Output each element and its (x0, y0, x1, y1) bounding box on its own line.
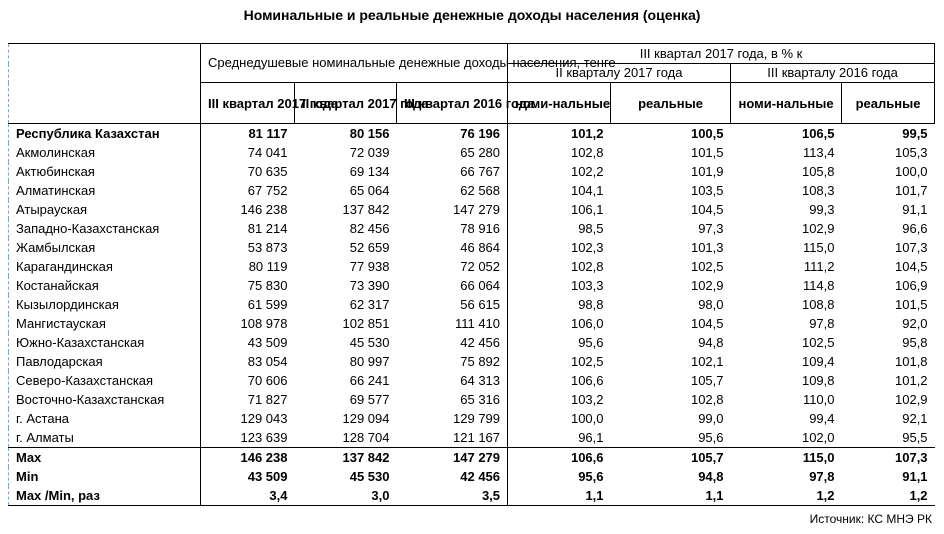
value-cell: 101,5 (895, 297, 928, 312)
region-name: Акмолинская (9, 143, 201, 162)
value-cell: 101,5 (690, 145, 724, 160)
value-cell: 99,5 (842, 124, 935, 144)
value-cell: 147 279 (397, 200, 508, 219)
region-name: Мангистауская (9, 314, 201, 333)
value-cell: 104,1 (570, 183, 604, 198)
value-cell: 102,8 (570, 145, 604, 160)
table-row (9, 238, 935, 257)
value-cell: 97,3 (698, 221, 724, 236)
value-cell: 69 134 (349, 164, 390, 179)
value-cell: 99,3 (809, 202, 835, 217)
header-group-percent: III квартал 2017 года, в % к (508, 44, 935, 64)
header-group-nominal: Среднедушевые номинальные денежные доходы населения, тенге (201, 44, 508, 83)
table-row (9, 181, 935, 200)
value-cell: 113,4 (802, 145, 835, 160)
region-name: г. Астана (9, 409, 201, 428)
value-cell: 75 892 (397, 352, 508, 371)
region-name: Max (9, 448, 201, 468)
value-cell: 106,5 (731, 124, 842, 144)
table-row (9, 352, 935, 371)
region-name: Республика Казахстан (9, 124, 201, 144)
value-cell: 146 238 (201, 448, 295, 468)
value-cell: 80 156 (295, 124, 397, 144)
table-title: Номинальные и реальные денежные доходы населения (оценка) (243, 7, 701, 23)
value-cell: 95,6 (578, 469, 604, 484)
value-cell: 43 509 (247, 335, 288, 350)
table-header (9, 44, 935, 124)
value-cell: 1,2 (842, 486, 935, 506)
table-row (9, 390, 935, 409)
value-cell: 108,8 (801, 297, 835, 312)
value-cell: 106,6 (570, 373, 604, 388)
value-cell: 102 851 (342, 316, 390, 331)
value-cell: 75 830 (247, 278, 288, 293)
value-cell: 105,7 (690, 373, 724, 388)
value-cell: 100,0 (895, 164, 928, 179)
value-cell: 100,0 (570, 411, 604, 426)
region-name: Жамбылская (9, 238, 201, 257)
table-row (9, 162, 935, 181)
value-cell: 52 659 (349, 240, 390, 255)
value-cell: 114,8 (802, 278, 835, 293)
value-cell: 81 117 (201, 124, 295, 144)
value-cell: 64 313 (397, 371, 508, 390)
value-cell: 105,7 (611, 448, 731, 468)
value-cell: 99,4 (809, 411, 835, 426)
value-cell: 80 997 (349, 354, 390, 369)
table-row (9, 124, 935, 144)
value-cell: 102,1 (690, 354, 724, 369)
value-cell: 102,9 (895, 392, 928, 407)
col-header-nominal-2: номи-нальные (731, 83, 842, 124)
value-cell: 101,2 (895, 373, 928, 388)
value-cell: 115,0 (802, 240, 835, 255)
value-cell: 115,0 (731, 448, 842, 468)
value-cell: 106,6 (508, 448, 611, 468)
value-cell: 102,9 (690, 278, 724, 293)
value-cell: 71 827 (247, 392, 288, 407)
value-cell: 91,1 (902, 202, 928, 217)
value-cell: 65 064 (349, 183, 390, 198)
value-cell: 102,8 (690, 392, 724, 407)
col-header-q2-2017: II квартал 2017 года (295, 83, 397, 124)
table-row (9, 409, 935, 428)
value-cell: 43 509 (247, 469, 288, 484)
value-cell: 53 873 (247, 240, 288, 255)
value-cell: 106,9 (895, 278, 928, 293)
table-row (9, 467, 935, 486)
value-cell: 102,9 (801, 221, 835, 236)
value-cell: 96,1 (578, 430, 604, 445)
value-cell: 110,0 (802, 392, 835, 407)
table-row (9, 371, 935, 390)
value-cell: 108,3 (801, 183, 835, 198)
value-cell: 137 842 (342, 202, 390, 217)
value-cell: 102,3 (570, 240, 604, 255)
value-cell: 129 043 (240, 411, 288, 426)
value-cell: 101,2 (508, 124, 611, 144)
value-cell: 95,8 (902, 335, 928, 350)
table-body (9, 124, 935, 506)
region-name: Актюбинская (9, 162, 201, 181)
value-cell: 62 317 (349, 297, 390, 312)
value-cell: 70 606 (247, 373, 288, 388)
value-cell: 1,2 (731, 486, 842, 506)
value-cell: 72 052 (397, 257, 508, 276)
table-row (9, 333, 935, 352)
value-cell: 1,1 (508, 486, 611, 506)
value-cell: 111 410 (397, 314, 508, 333)
value-cell: 3,5 (397, 486, 508, 506)
region-name: Западно-Казахстанская (9, 219, 201, 238)
value-cell: 77 938 (349, 259, 390, 274)
value-cell: 101,8 (895, 354, 928, 369)
value-cell: 109,8 (801, 373, 835, 388)
value-cell: 94,8 (698, 335, 724, 350)
region-name: Алматинская (9, 181, 201, 200)
table-row (9, 448, 935, 468)
col-header-real-2: реальные (842, 83, 935, 124)
value-cell: 3,0 (295, 486, 397, 506)
region-name: Павлодарская (9, 352, 201, 371)
value-cell: 100,5 (611, 124, 731, 144)
value-cell: 109,4 (801, 354, 835, 369)
value-cell: 42 456 (397, 467, 508, 486)
value-cell: 129 799 (397, 409, 508, 428)
value-cell: 123 639 (240, 430, 288, 445)
value-cell: 95,5 (902, 430, 928, 445)
value-cell: 107,3 (842, 448, 935, 468)
value-cell: 92,0 (902, 316, 928, 331)
value-cell: 146 238 (240, 202, 288, 217)
value-cell: 92,1 (902, 411, 928, 426)
value-cell: 98,0 (698, 297, 724, 312)
col-header-real-1: реальные (611, 83, 731, 124)
value-cell: 45 530 (349, 469, 390, 484)
region-name: Северо-Казахстанская (9, 371, 201, 390)
region-name: Костанайская (9, 276, 201, 295)
value-cell: 106,1 (570, 202, 604, 217)
value-cell: 97,8 (809, 469, 835, 484)
value-cell: 65 280 (397, 143, 508, 162)
source-note: Источник: КС МНЭ РК (809, 512, 932, 526)
value-cell: 111,2 (803, 259, 835, 274)
value-cell: 104,5 (690, 316, 724, 331)
value-cell: 91,1 (902, 469, 928, 484)
region-name: Южно-Казахстанская (9, 333, 201, 352)
value-cell: 76 196 (397, 124, 508, 144)
col-header-q3-2016: III квартал 2016 года (397, 83, 508, 124)
value-cell: 82 456 (349, 221, 390, 236)
value-cell: 46 864 (397, 238, 508, 257)
value-cell: 101,7 (895, 183, 928, 198)
value-cell: 103,3 (570, 278, 604, 293)
region-name: Max /Min, раз (9, 486, 201, 506)
value-cell: 103,2 (570, 392, 604, 407)
value-cell: 83 054 (247, 354, 288, 369)
region-name: г. Алматы (9, 428, 201, 448)
header-sub-q3-2016: III кварталу 2016 года (731, 64, 935, 83)
value-cell: 74 041 (247, 145, 288, 160)
col-header-nominal-1: номи-нальные (508, 83, 611, 124)
value-cell: 96,6 (902, 221, 928, 236)
region-name: Карагандинская (9, 257, 201, 276)
value-cell: 105,8 (801, 164, 835, 179)
value-cell: 81 214 (247, 221, 288, 236)
value-cell: 66 767 (397, 162, 508, 181)
value-cell: 102,5 (690, 259, 724, 274)
table-row (9, 295, 935, 314)
value-cell: 69 577 (349, 392, 390, 407)
value-cell: 104,5 (895, 259, 928, 274)
value-cell: 56 615 (397, 295, 508, 314)
table-row (9, 200, 935, 219)
value-cell: 107,3 (895, 240, 928, 255)
value-cell: 42 456 (397, 333, 508, 352)
value-cell: 147 279 (397, 448, 508, 468)
value-cell: 78 916 (397, 219, 508, 238)
value-cell: 103,5 (690, 183, 724, 198)
value-cell: 105,3 (895, 145, 928, 160)
value-cell: 101,9 (690, 164, 724, 179)
value-cell: 65 316 (397, 390, 508, 409)
value-cell: 99,0 (698, 411, 724, 426)
value-cell: 95,6 (578, 335, 604, 350)
region-name: Min (9, 467, 201, 486)
value-cell: 98,8 (578, 297, 604, 312)
value-cell: 137 842 (295, 448, 397, 468)
value-cell: 102,0 (801, 430, 835, 445)
table-row (9, 257, 935, 276)
value-cell: 129 094 (342, 411, 390, 426)
value-cell: 106,0 (570, 316, 604, 331)
col-header-q3-2017: III квартал 2017 года (201, 83, 295, 124)
value-cell: 66 064 (397, 276, 508, 295)
value-cell: 102,5 (801, 335, 835, 350)
value-cell: 121 167 (397, 428, 508, 448)
value-cell: 70 635 (247, 164, 288, 179)
value-cell: 61 599 (247, 297, 288, 312)
value-cell: 128 704 (342, 430, 390, 445)
table-row (9, 428, 935, 448)
header-corner (9, 44, 201, 124)
table-row (9, 219, 935, 238)
region-name: Атырауская (9, 200, 201, 219)
value-cell: 104,5 (690, 202, 724, 217)
value-cell: 45 530 (349, 335, 390, 350)
table-row (9, 276, 935, 295)
value-cell: 95,6 (698, 430, 724, 445)
value-cell: 1,1 (611, 486, 731, 506)
value-cell: 62 568 (397, 181, 508, 200)
region-name: Восточно-Казахстанская (9, 390, 201, 409)
value-cell: 102,2 (570, 164, 604, 179)
value-cell: 102,8 (570, 259, 604, 274)
value-cell: 72 039 (349, 145, 390, 160)
table-row (9, 314, 935, 333)
table-row (9, 486, 935, 506)
value-cell: 67 752 (247, 183, 288, 198)
value-cell: 101,3 (690, 240, 724, 255)
value-cell: 80 119 (248, 259, 288, 274)
value-cell: 108 978 (240, 316, 288, 331)
value-cell: 3,4 (201, 486, 295, 506)
value-cell: 66 241 (349, 373, 390, 388)
header-sub-q2-2017: II кварталу 2017 года (508, 64, 731, 83)
value-cell: 102,5 (570, 354, 604, 369)
value-cell: 73 390 (349, 278, 390, 293)
value-cell: 98,5 (578, 221, 604, 236)
table-row (9, 143, 935, 162)
value-cell: 97,8 (809, 316, 835, 331)
value-cell: 94,8 (698, 469, 724, 484)
region-name: Кызылординская (9, 295, 201, 314)
income-table (8, 43, 935, 506)
